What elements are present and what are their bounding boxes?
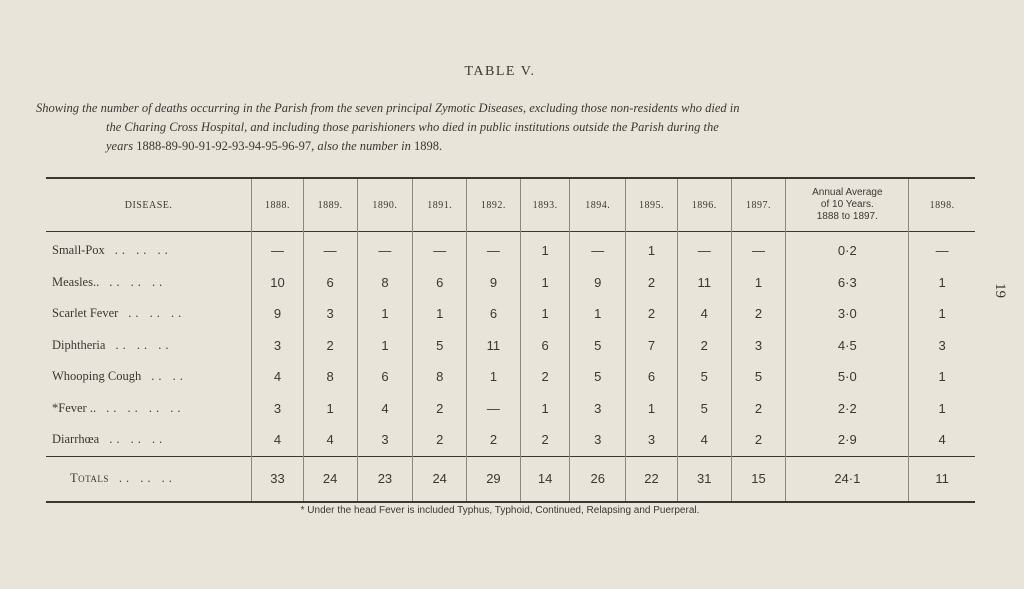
disease-label: Totals bbox=[70, 471, 109, 485]
header-average-line-2: of 10 Years. bbox=[820, 199, 874, 210]
year-cell: 5 bbox=[677, 393, 731, 425]
disease-label: Small-Pox bbox=[52, 243, 105, 258]
year-cell: 4 bbox=[677, 298, 731, 330]
caption-year-1898: 1898. bbox=[413, 139, 443, 153]
disease-label: *Fever .. bbox=[52, 400, 97, 415]
table-row bbox=[46, 330, 975, 362]
year-cell: 1 bbox=[520, 298, 570, 330]
leader-dots: .. .. .. bbox=[114, 243, 172, 258]
year-1898-cell: — bbox=[909, 232, 975, 267]
year-cell: — bbox=[731, 232, 786, 267]
year-cell: 1 bbox=[357, 330, 413, 362]
year-cell: 1 bbox=[520, 267, 570, 299]
year-cell: 2 bbox=[520, 361, 570, 393]
header-year: 1892. bbox=[467, 178, 521, 232]
header-1898: 1898. bbox=[909, 178, 975, 232]
year-cell: 8 bbox=[357, 267, 413, 299]
year-cell: 23 bbox=[357, 456, 413, 502]
leader-dots: .. .. .. bbox=[118, 471, 176, 485]
year-cell: 6 bbox=[626, 361, 678, 393]
year-cell: — bbox=[467, 393, 521, 425]
year-cell: 2 bbox=[626, 267, 678, 299]
average-cell: 0·2 bbox=[786, 232, 909, 267]
year-cell: 5 bbox=[413, 330, 467, 362]
year-cell: 4 bbox=[252, 361, 304, 393]
year-cell: 6 bbox=[303, 267, 357, 299]
year-cell: 3 bbox=[626, 424, 678, 456]
header-year: 1897. bbox=[731, 178, 786, 232]
year-cell: 33 bbox=[252, 456, 304, 502]
table-row bbox=[46, 393, 975, 425]
average-cell: 6·3 bbox=[786, 267, 909, 299]
year-1898-cell: 1 bbox=[909, 361, 975, 393]
caption-also: also the number in bbox=[317, 139, 411, 153]
year-1898-cell: 1 bbox=[909, 267, 975, 299]
year-cell: 10 bbox=[252, 267, 304, 299]
table-caption bbox=[36, 99, 966, 156]
disease-name bbox=[46, 456, 252, 502]
year-cell: 6 bbox=[413, 267, 467, 299]
year-cell: 1 bbox=[467, 361, 521, 393]
header-year: 1893. bbox=[520, 178, 570, 232]
year-cell: 1 bbox=[626, 232, 678, 267]
year-cell: 24 bbox=[303, 456, 357, 502]
average-cell: 24·1 bbox=[786, 456, 909, 502]
disease-name bbox=[46, 298, 252, 330]
disease-name bbox=[46, 330, 252, 362]
year-cell: 22 bbox=[626, 456, 678, 502]
header-year: 1889. bbox=[303, 178, 357, 232]
year-cell: 1 bbox=[731, 267, 786, 299]
year-cell: 1 bbox=[520, 393, 570, 425]
year-cell: 9 bbox=[467, 267, 521, 299]
year-cell: 9 bbox=[252, 298, 304, 330]
year-cell: 2 bbox=[520, 424, 570, 456]
year-cell: 6 bbox=[467, 298, 521, 330]
table-row bbox=[46, 361, 975, 393]
year-cell: 2 bbox=[731, 424, 786, 456]
year-cell: 2 bbox=[731, 298, 786, 330]
year-1898-cell: 4 bbox=[909, 424, 975, 456]
year-cell: 29 bbox=[467, 456, 521, 502]
year-cell: 1 bbox=[357, 298, 413, 330]
disease-name bbox=[46, 393, 252, 425]
leader-dots: .. .. bbox=[151, 369, 187, 384]
year-cell: 5 bbox=[677, 361, 731, 393]
year-1898-cell: 11 bbox=[909, 456, 975, 502]
leader-dots: .. .. .. bbox=[128, 306, 186, 321]
average-cell: 2·2 bbox=[786, 393, 909, 425]
year-cell: 3 bbox=[570, 424, 626, 456]
year-cell: 15 bbox=[731, 456, 786, 502]
average-cell: 5·0 bbox=[786, 361, 909, 393]
year-cell: 8 bbox=[413, 361, 467, 393]
year-cell: 9 bbox=[570, 267, 626, 299]
year-cell: 6 bbox=[520, 330, 570, 362]
average-cell: 2·9 bbox=[786, 424, 909, 456]
year-cell: 4 bbox=[252, 424, 304, 456]
caption-line-2: the Charing Cross Hospital, and including those parishioners who died in public institutions outside the Parish during the bbox=[106, 120, 719, 134]
mortality-table bbox=[46, 177, 975, 503]
year-cell: — bbox=[570, 232, 626, 267]
year-cell: 3 bbox=[731, 330, 786, 362]
header-year: 1895. bbox=[626, 178, 678, 232]
year-cell: — bbox=[413, 232, 467, 267]
header-year: 1891. bbox=[413, 178, 467, 232]
year-cell: 3 bbox=[357, 424, 413, 456]
table-row bbox=[46, 298, 975, 330]
caption-years: 1888-89-90-91-92-93-94-95-96-97, bbox=[136, 139, 315, 153]
disease-label: Scarlet Fever bbox=[52, 306, 119, 321]
leader-dots: .. .. .. bbox=[109, 274, 167, 289]
disease-name bbox=[46, 232, 252, 267]
year-cell: 3 bbox=[252, 330, 304, 362]
year-cell: 3 bbox=[252, 393, 304, 425]
leader-dots: .. .. .. bbox=[115, 337, 173, 352]
header-year: 1896. bbox=[677, 178, 731, 232]
leader-dots: .. .. .. .. bbox=[106, 400, 185, 415]
disease-label: Diphtheria bbox=[52, 337, 106, 352]
year-cell: 4 bbox=[677, 424, 731, 456]
year-cell: 6 bbox=[357, 361, 413, 393]
year-cell: 26 bbox=[570, 456, 626, 502]
year-cell: 14 bbox=[520, 456, 570, 502]
year-cell: — bbox=[677, 232, 731, 267]
average-cell: 3·0 bbox=[786, 298, 909, 330]
year-cell: 1 bbox=[413, 298, 467, 330]
disease-label: Whooping Cough bbox=[52, 369, 142, 384]
header-row bbox=[46, 178, 975, 232]
table-row bbox=[46, 232, 975, 267]
caption-years-prefix: years bbox=[106, 139, 134, 153]
year-cell: — bbox=[252, 232, 304, 267]
year-cell: 2 bbox=[303, 330, 357, 362]
year-cell: 2 bbox=[731, 393, 786, 425]
leader-dots: .. .. .. bbox=[109, 432, 167, 447]
caption-line-1: Showing the number of deaths occurring in the Parish from the seven principal Zymotic Diseases, excluding those non-residents who died in bbox=[36, 101, 740, 115]
disease-label: Diarrhœa bbox=[52, 432, 100, 447]
header-year: 1894. bbox=[570, 178, 626, 232]
disease-name bbox=[46, 361, 252, 393]
year-cell: 5 bbox=[570, 361, 626, 393]
year-cell: 4 bbox=[357, 393, 413, 425]
year-cell: 4 bbox=[303, 424, 357, 456]
table-title: TABLE V. bbox=[464, 64, 536, 79]
header-year: 1890. bbox=[357, 178, 413, 232]
year-1898-cell: 1 bbox=[909, 298, 975, 330]
year-cell: 1 bbox=[520, 232, 570, 267]
year-cell: 3 bbox=[570, 393, 626, 425]
disease-label: Measles.. bbox=[52, 274, 100, 289]
table-row bbox=[46, 424, 975, 456]
year-cell: 3 bbox=[303, 298, 357, 330]
average-cell: 4·5 bbox=[786, 330, 909, 362]
year-cell: 31 bbox=[677, 456, 731, 502]
year-cell: 2 bbox=[677, 330, 731, 362]
year-cell: 11 bbox=[677, 267, 731, 299]
header-annual-average bbox=[786, 178, 909, 232]
caption-line-3 bbox=[36, 137, 966, 156]
year-cell: — bbox=[357, 232, 413, 267]
year-cell: — bbox=[303, 232, 357, 267]
year-cell: 24 bbox=[413, 456, 467, 502]
year-cell: 5 bbox=[570, 330, 626, 362]
year-cell: 1 bbox=[570, 298, 626, 330]
footnote: * Under the head Fever is included Typhus, Typhoid, Continued, Relapsing and Puerperal. bbox=[300, 505, 700, 516]
header-average-line-3: 1888 to 1897. bbox=[816, 211, 878, 222]
year-cell: 11 bbox=[467, 330, 521, 362]
table-row bbox=[46, 267, 975, 299]
year-1898-cell: 1 bbox=[909, 393, 975, 425]
year-cell: 7 bbox=[626, 330, 678, 362]
header-year: 1888. bbox=[252, 178, 304, 232]
year-cell: 1 bbox=[303, 393, 357, 425]
year-cell: 8 bbox=[303, 361, 357, 393]
year-cell: 2 bbox=[467, 424, 521, 456]
year-cell: 2 bbox=[413, 424, 467, 456]
year-cell: — bbox=[467, 232, 521, 267]
year-1898-cell: 3 bbox=[909, 330, 975, 362]
year-cell: 2 bbox=[413, 393, 467, 425]
year-cell: 1 bbox=[626, 393, 678, 425]
year-cell: 5 bbox=[731, 361, 786, 393]
year-cell: 2 bbox=[626, 298, 678, 330]
disease-name bbox=[46, 267, 252, 299]
header-average-line-1: Annual Average bbox=[812, 187, 883, 198]
header-disease: DISEASE. bbox=[124, 199, 173, 211]
page-number: 19 bbox=[992, 283, 1008, 298]
disease-name bbox=[46, 424, 252, 456]
totals-row bbox=[46, 456, 975, 502]
